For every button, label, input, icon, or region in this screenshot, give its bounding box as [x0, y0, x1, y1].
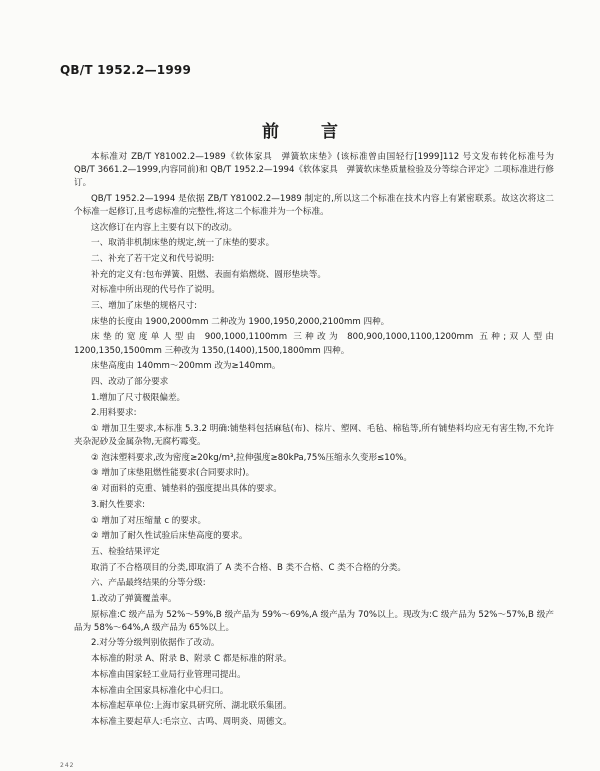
section-heading: 五、检验结果评定	[91, 546, 160, 557]
list-item: 1.改动了弹簧覆盖率。	[91, 593, 177, 604]
list-item: ② 泡沫塑料要求,改为密度≥20kg/m³,拉伸强度≥80kPa,75%压缩永久变形≤10%。	[91, 452, 412, 463]
paragraph: 本标准起草单位:上海市家具研究所、湖北联乐集团。	[91, 701, 292, 712]
paragraph: 床垫的长度由 1900,2000mm 二种改为 1900,1950,2000,2100mm 四种。	[91, 316, 390, 327]
paragraph: 本标准由国家轻工业局行业管理司提出。	[91, 669, 246, 680]
paragraph: 本标准的附录 A、附录 B、附录 C 都是标准的附录。	[91, 654, 292, 665]
list-item: 2.对分等分级判别依据作了改动。	[91, 638, 220, 649]
paragraph: 床垫高度由 140mm～200mm 改为≥140mm。	[91, 361, 281, 372]
paragraph: 补充的定义有:包布弹簧、阻燃、表面有焰燃烧、圆形垫块等。	[91, 269, 326, 280]
section-heading: 四、改动了部分要求	[91, 376, 169, 387]
section-heading: 六、产品最终结果的分等分级:	[91, 578, 206, 589]
list-item: 1.增加了尺寸极限偏差。	[91, 392, 186, 403]
paragraph: 对标准中所出现的代号作了说明。	[91, 285, 220, 296]
list-item: 2.用料要求:	[91, 408, 137, 419]
foreword-body	[74, 151, 554, 732]
list-item: ④ 对面料的克重、铺垫料的强度提出具体的要求。	[91, 484, 282, 495]
list-item: ③ 增加了床垫阻燃性能要求(合同要求时)。	[91, 468, 255, 479]
section-heading: 一、取消非机制床垫的规定,统一了床垫的要求。	[91, 238, 275, 249]
paragraph: 这次修订在内容上主要有以下的改动。	[91, 222, 238, 233]
page-number: 242	[60, 762, 75, 769]
paragraph: 取消了不合格项目的分类,即取消了 A 类不合格、B 类不合格、C 类不合格的分类。	[91, 562, 407, 573]
paragraph: QB/T 1952.2—1994 是依据 ZB/T Y81002.2—1989 制定的,所以这二个标准在技术内容上有紧密联系。故这次将这二个标准一起修订,且考虑标准的完整性,将这二个标准并为一个标准。	[74, 193, 554, 217]
list-item: ① 增加卫生要求,本标准 5.3.2 明确:铺垫料包括麻毡(布)、棕片、塑网、毛毡、棉毡等,所有铺垫料均应无有害生物,不允许夹杂泥砂及金属杂物,无腐朽霉变。	[74, 424, 554, 448]
paragraph: 本标准主要起草人:毛宗立、古鸣、周明炎、周德文。	[91, 716, 292, 727]
section-heading: 三、增加了床垫的规格尺寸:	[91, 301, 198, 312]
list-item: 3.耐久性要求:	[91, 499, 146, 510]
paragraph: 本标准由全国家具标准化中心归口。	[91, 685, 229, 696]
list-item: ② 增加了耐久性试验后床垫高度的要求。	[91, 531, 248, 542]
page-title: 前 言	[262, 122, 356, 142]
paragraph: 本标准对 ZB/T Y81002.2—1989《软体家具 弹簧软床垫》(该标准曾由国轻行[1999]112 号文发布转化标准号为 QB/T 3661.2—1999,内容同前)和 QB/T 1952.2—1994《软体家具 弹簧软床垫质量检验及分等综合评定》二项标准进行修订。	[74, 152, 554, 189]
section-heading: 二、补充了若干定义和代号说明:	[91, 254, 215, 265]
list-item: ① 增加了对压缩量 c 的要求。	[91, 515, 207, 526]
paragraph: 原标准:C 级产品为 52%～59%,B 级产品为 59%～69%,A 级产品为 70%以上。现改为:C 级产品为 52%～57%,B 级产品为 58%～64%,A 级产品为 65%以上。	[74, 609, 554, 633]
standard-code: QB/T 1952.2—1999	[60, 63, 191, 77]
paragraph: 床垫的宽度单人型由 900,1000,1100mm 三种改为 800,900,1000,1100,1200mm 五种;双人型由 1200,1350,1500mm 三种改为 1350,(1400),1500,1800mm 四种。	[74, 332, 554, 356]
